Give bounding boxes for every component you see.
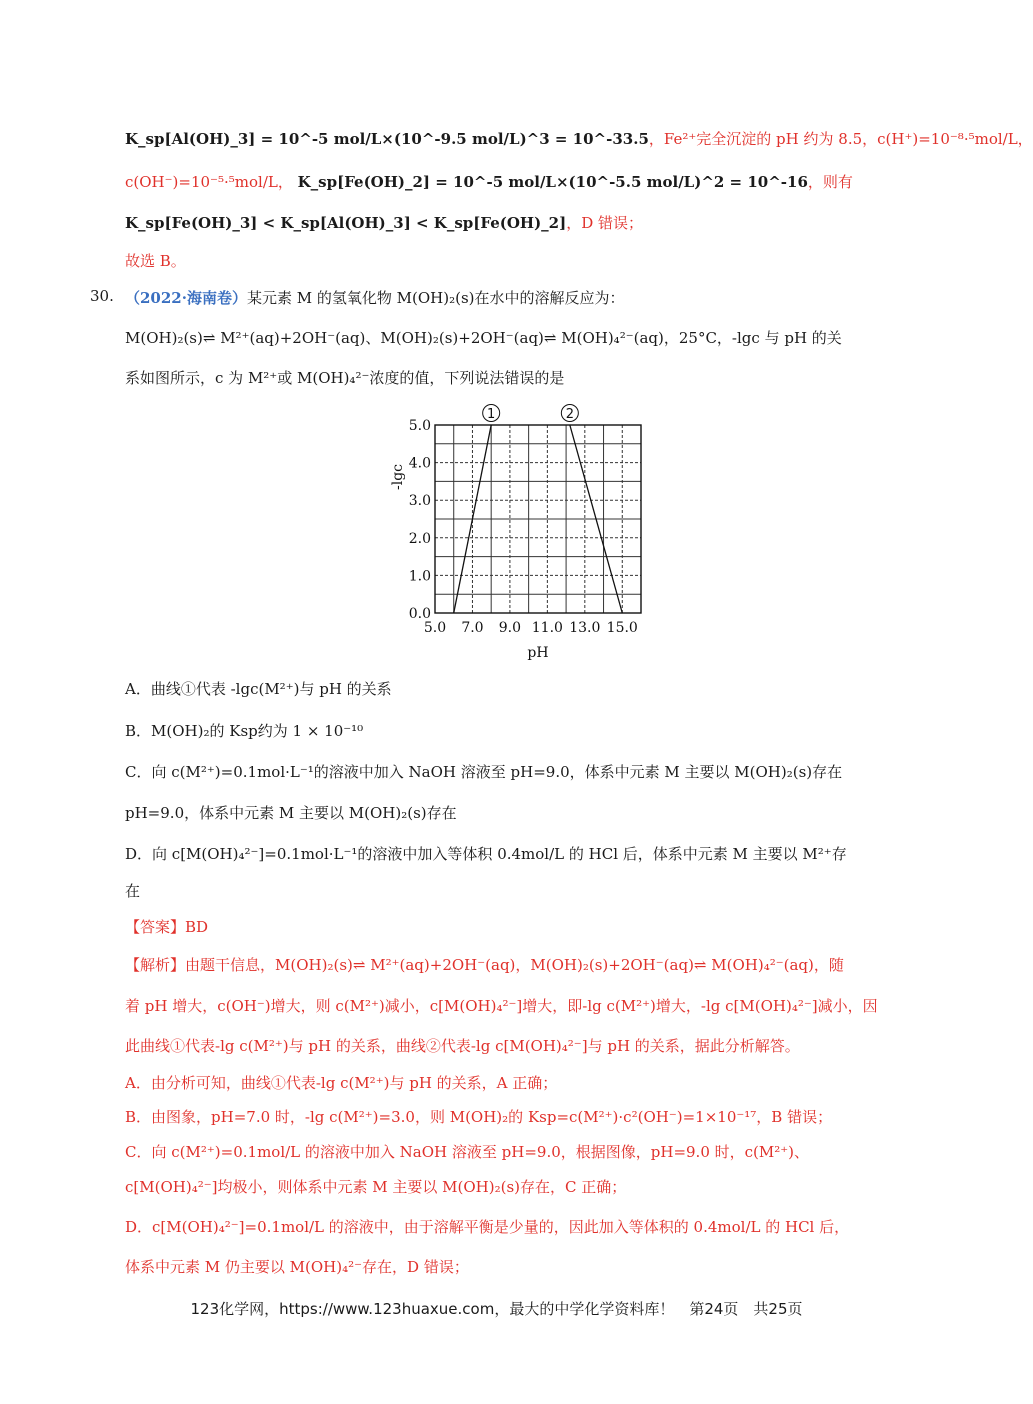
ksp-al-formula: K_sp[Al(OH)_3] = 10^-5 mol/L×(10^-9.5 mol/L)^3 = 10^-33.5 [125,130,649,148]
y-tick-label: 5.0 [408,418,431,434]
option-d: D．向 c[M(OH)₄²⁻]=0.1mol·L⁻¹的溶液中加入等体积 0.4mol/L 的 HCl 后，体系中元素 M 主要以 M²⁺存 [125,845,847,863]
stem-text-1: 某元素 M 的氢氧化物 M(OH)₂(s)在水中的溶解反应为： [246,289,625,307]
analysis-line-1 [125,954,844,976]
y-tick-label: 3.0 [408,493,431,510]
question-number: 30. [90,287,114,305]
analysis-line-a: A．由分析可知，曲线①代表-lg c(M²⁺)与 pH 的关系，A 正确； [125,1074,558,1092]
fe-precipitation-text: ，Fe²⁺完全沉淀的 pH 约为 8.5，c(H⁺)=10⁻⁸·⁵mol/L， [648,130,1033,148]
prev-solution-line-2 [125,171,853,193]
prev-solution-line-1 [125,128,1033,150]
y-tick-label: 2.0 [408,530,431,547]
analysis-line-b: B．由图象，pH=7.0 时，-lg c(M²⁺)=3.0，则 M(OH)₂的 Ksp=c(M²⁺)·c²(OH⁻)=1×10⁻¹⁷，B 错误； [125,1108,833,1126]
then-text: ，则有 [807,173,853,191]
oh-concentration-text: c(OH⁻)=10⁻⁵·⁵mol/L， [125,173,293,191]
answer-line [125,916,208,938]
x-tick-label: 15.0 [606,620,638,636]
option-d-continued: 在 [125,882,141,900]
analysis-line-d-continued: 体系中元素 M 仍主要以 M(OH)₄²⁻存在，D 错误； [125,1258,469,1276]
y-tick-label: 0.0 [408,606,431,622]
analysis-line-d: D．c[M(OH)₄²⁻]=0.1mol/L 的溶液中，由于溶解平衡是少量的，因此加入等体积的 0.4mol/L 的 HCl 后， [125,1218,850,1236]
x-tick-label: 13.0 [569,620,601,636]
analysis-text-1: 由题干信息，M(OH)₂(s)⇌ M²⁺(aq)+2OH⁻(aq)，M(OH)₂(s)+2OH⁻(aq)⇌ M(OH)₄²⁻(aq)，随 [185,956,844,974]
analysis-line-2: 着 pH 增大，c(OH⁻)增大，则 c(M²⁺)减小，c[M(OH)₄²⁻]增大，即-lg c(M²⁺)增大，-lg c[M(OH)₄²⁻]减小，因 [125,997,878,1015]
analysis-line-3: 此曲线①代表-lg c(M²⁺)与 pH 的关系，曲线②代表-lg c[M(OH)₄²⁻]与 pH 的关系，据此分析解答。 [125,1037,800,1055]
ksp-compare-formula: K_sp[Fe(OH)_3] < K_sp[Al(OH)_3] < K_sp[Fe(OH)_2] [125,214,567,232]
analysis-line-c-continued: c[M(OH)₄²⁻]均极小，则体系中元素 M 主要以 M(OH)₂(s)存在，C 正确； [125,1178,627,1196]
option-b: B．M(OH)₂的 Ksp约为 1 × 10⁻¹⁰ [125,722,364,740]
option-c: C．向 c(M²⁺)=0.1mol·L⁻¹的溶液中加入 NaOH 溶液至 pH=9.0，体系中元素 M 主要以 M(OH)₂(s)存在 [125,763,843,781]
y-axis-label: -lgc [390,463,406,491]
option-c-continued: pH=9.0，体系中元素 M 主要以 M(OH)₂(s)存在 [125,804,457,822]
answer-value: BD [185,918,209,936]
prev-solution-line-3 [125,212,643,234]
x-tick-label: 11.0 [531,620,563,636]
y-tick-label: 1.0 [408,568,431,585]
x-tick-label: 9.0 [498,620,522,636]
y-tick-label: 4.0 [408,455,431,472]
analysis-label: 【解析】 [125,956,186,974]
series-name-label: 1 [487,407,496,422]
option-a: A．曲线①代表 -lgc(M²⁺)与 pH 的关系 [125,680,392,698]
chart-labels [390,405,638,662]
series-name-label: 2 [565,407,574,422]
question-stem-line-3: 系如图所示，c 为 M²⁺或 M(OH)₄²⁻浓度的值，下列说法错误的是 [125,369,565,387]
ksp-fe2-formula: K_sp[Fe(OH)_2] = 10^-5 mol/L×(10^-5.5 mol/L)^2 = 10^-16 [297,173,808,191]
question-source: （2022·海南卷） [125,289,247,307]
answer-label: 【答案】 [125,918,186,936]
page-footer: 123化学网，https://www.123huaxue.com，最大的中学化学资料库！ 第24页 共25页 [190,1300,803,1318]
question-stem-line-1 [125,287,625,309]
prev-conclusion: 故选 B。 [125,252,186,270]
x-tick-label: 5.0 [423,620,447,636]
lgc-ph-chart [380,400,660,665]
d-wrong-text: ，D 错误； [566,214,644,232]
x-tick-label: 7.0 [461,620,484,636]
chart-grid [435,425,641,613]
x-axis-label: pH [527,645,549,661]
question-stem-line-2: M(OH)₂(s)⇌ M²⁺(aq)+2OH⁻(aq)、M(OH)₂(s)+2OH⁻(aq)⇌ M(OH)₄²⁻(aq)，25°C，-lgc 与 pH 的关 [125,329,842,347]
analysis-line-c: C．向 c(M²⁺)=0.1mol/L 的溶液中加入 NaOH 溶液至 pH=9.0，根据图像，pH=9.0 时，c(M²⁺)、 [125,1143,810,1161]
